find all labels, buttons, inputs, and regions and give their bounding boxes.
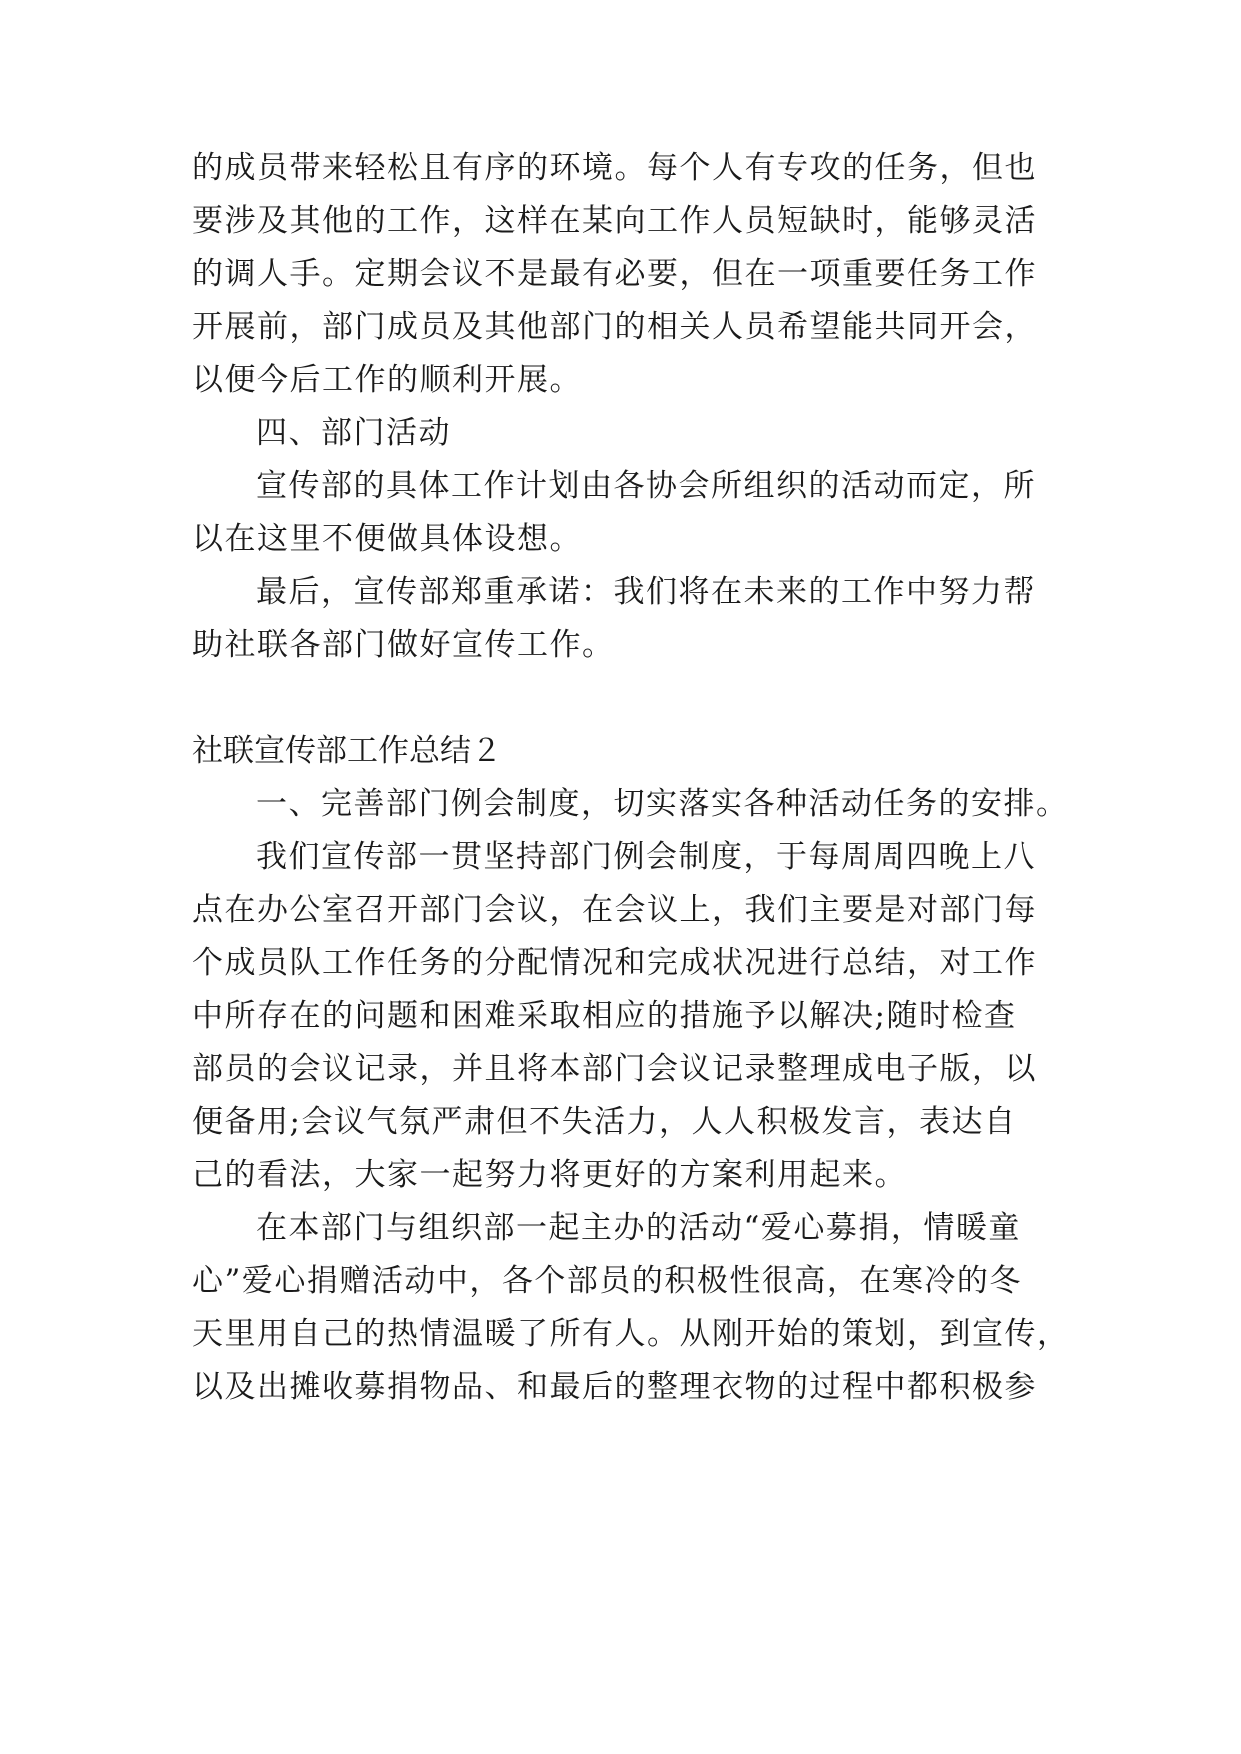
paragraph-line: 个成员队工作任务的分配情况和完成状况进行总结，对工作 (192, 945, 1037, 981)
paragraph-line: 我们宣传部一贯坚持部门例会制度，于每周周四晚上八 (256, 839, 1036, 875)
paragraph-line: 宣传部的具体工作计划由各协会所组织的活动而定，所 (256, 468, 1036, 504)
paragraph-line: 在本部门与组织部一起主办的活动“爱心募捐，情暖童 (256, 1210, 1021, 1246)
paragraph-line: 要涉及其他的工作，这样在某向工作人员短缺时，能够灵活 (192, 203, 1037, 239)
paragraph-line: 以在这里不便做具体设想。 (192, 521, 582, 557)
paragraph-line: 己的看法，大家一起努力将更好的方案利用起来。 (192, 1157, 907, 1193)
paragraph-line: 心”爱心捐赠活动中，各个部员的积极性很高，在寒冷的冬 (192, 1263, 1022, 1299)
paragraph-line: 部员的会议记录，并且将本部门会议记录整理成电子版，以 (192, 1051, 1037, 1087)
section-heading: 四、部门活动 (256, 415, 451, 451)
paragraph-line: 便备用;会议气氛严肃但不失活力，人人积极发言，表达自 (192, 1104, 1017, 1140)
document-title: 社联宣传部工作总结２ (192, 733, 502, 769)
paragraph-line: 天里用自己的热情温暖了所有人。从刚开始的策划，到宣传， (192, 1316, 1070, 1352)
paragraph-line: 以及出摊收募捐物品、和最后的整理衣物的过程中都积极参 (192, 1369, 1037, 1405)
paragraph-line: 开展前，部门成员及其他部门的相关人员希望能共同开会， (192, 309, 1037, 345)
paragraph-line: 点在办公室召开部门会议，在会议上，我们主要是对部门每 (192, 892, 1037, 928)
paragraph-line: 助社联各部门做好宣传工作。 (192, 627, 615, 663)
paragraph-line: 中所存在的问题和困难采取相应的措施予以解决;随时检查 (192, 998, 1017, 1034)
paragraph-line: 以便今后工作的顺利开展。 (192, 362, 582, 398)
paragraph-line: 的调人手。定期会议不是最有必要，但在一项重要任务工作 (192, 256, 1037, 292)
paragraph-line: 最后，宣传部郑重承诺：我们将在未来的工作中努力帮 (256, 574, 1036, 610)
paragraph-line: 的成员带来轻松且有序的环境。每个人有专攻的任务，但也 (192, 150, 1037, 186)
section-heading: 一、完善部门例会制度，切实落实各种活动任务的安排。 (256, 786, 1069, 822)
